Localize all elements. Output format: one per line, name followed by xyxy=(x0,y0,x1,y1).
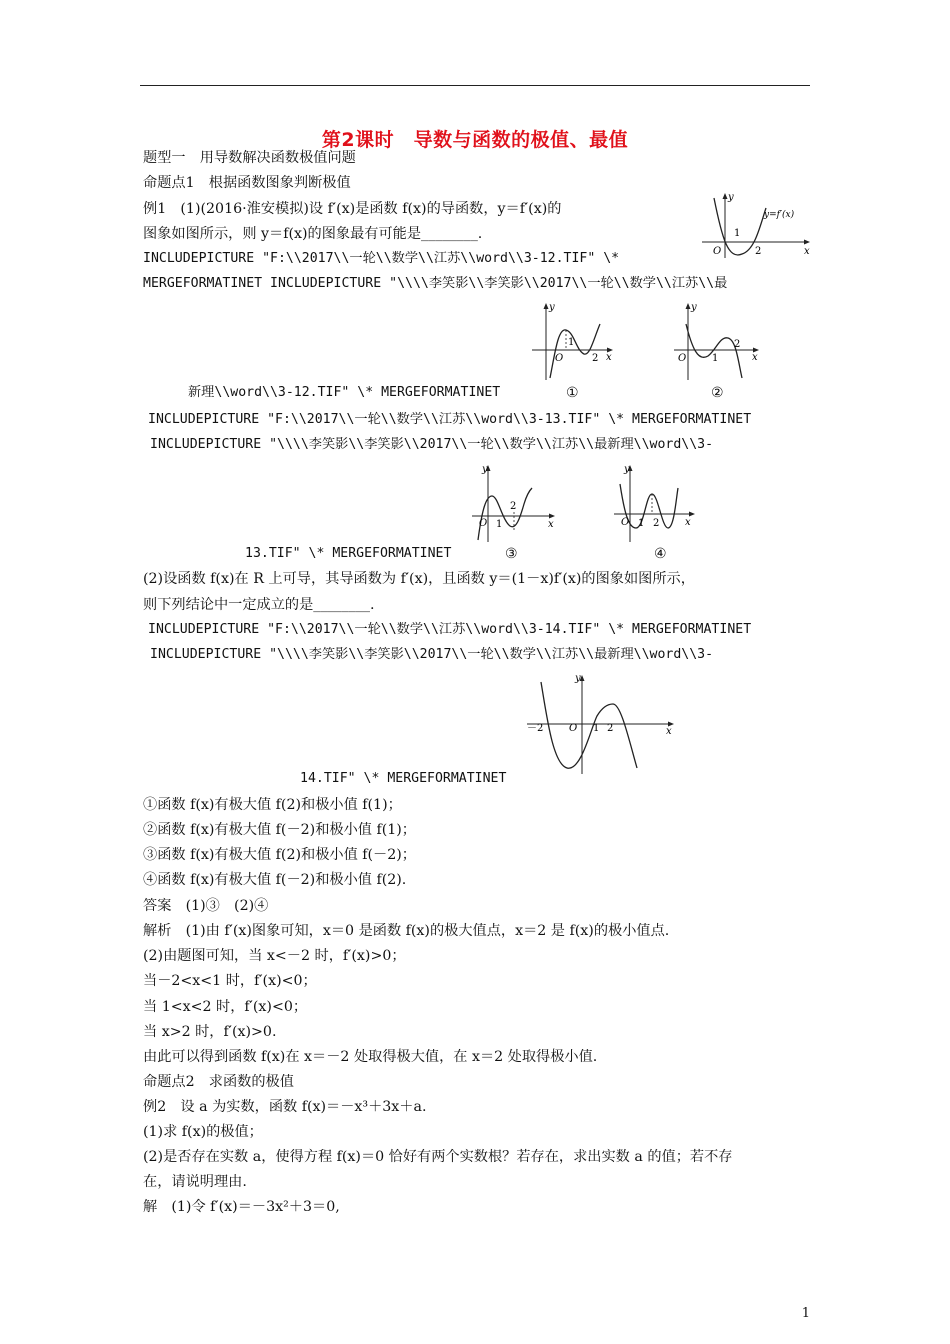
example-1-line-2: 图象如图所示，则 y＝f(x)的图象最有可能是________. xyxy=(143,226,483,242)
choice-1: ①函数 f(x)有极大值 f(2)和极小值 f(1)； xyxy=(143,797,402,813)
origin-label: O xyxy=(713,246,722,257)
tick-label: 1 xyxy=(593,723,600,734)
page-number: 1 xyxy=(801,1306,810,1321)
option-2-graph xyxy=(672,298,767,383)
tick-label: 2 xyxy=(592,353,599,364)
x-axis-label: x xyxy=(752,352,758,363)
subsection-heading: 命题点2 求函数的极值 xyxy=(143,1074,294,1090)
example-1-part-2-line-1: (2)设函数 f(x)在 R 上可导，其导函数为 f′(x)，且函数 y＝(1－x)f′(x)的图象如图所示， xyxy=(143,571,695,587)
solution-line: 解 (1)令 f′(x)＝－3x²＋3＝0, xyxy=(143,1199,340,1215)
page-title: 第2课时 导数与函数的极值、最值 xyxy=(321,129,629,151)
y-axis-label: y xyxy=(482,464,488,475)
y-axis-label: y xyxy=(575,673,581,684)
x-axis-label: x xyxy=(666,726,672,737)
example-2-line: 在，请说明理由. xyxy=(143,1174,247,1190)
analysis-line: 解析 (1)由 f′(x)图象可知，x＝0 是函数 f(x)的极大值点，x＝2 是 f(x)的极小值点. xyxy=(143,923,670,939)
option-1-graph xyxy=(530,298,620,383)
option-3-caption: ③ xyxy=(505,546,518,562)
tick-label: 2 xyxy=(607,723,614,734)
origin-label: O xyxy=(479,518,488,529)
analysis-line: 当 x>2 时，f′(x)>0. xyxy=(143,1024,277,1040)
field-code-line: INCLUDEPICTURE "F:\\2017\\一轮\\数学\\江苏\\word\\3-12.TIF" \* xyxy=(143,251,620,266)
choice-4: ④函数 f(x)有极大值 f(－2)和极小值 f(2). xyxy=(143,872,407,888)
example-2-line: (2)是否存在实数 a，使得方程 f(x)＝0 恰好有两个实数根？若存在，求出实数 a 的值；若不存 xyxy=(143,1149,733,1165)
option-3-graph xyxy=(470,460,562,545)
tick-label: 2 xyxy=(734,339,741,350)
y-axis-label: y xyxy=(728,192,734,203)
answer-line: 答案 (1)③ (2)④ xyxy=(143,898,269,914)
field-code-line: MERGEFORMATINET INCLUDEPICTURE "\\\\李笑影\\李笑影\\2017\\一轮\\数学\\江苏\\最 xyxy=(143,276,728,291)
option-4-graph xyxy=(612,460,704,545)
analysis-line: 当 1<x<2 时，f′(x)<0； xyxy=(143,999,308,1015)
option-4-caption: ④ xyxy=(654,546,667,562)
x-axis-label: x xyxy=(606,352,612,363)
tick-label: 1 xyxy=(734,228,741,239)
choice-3: ③函数 f(x)有极大值 f(2)和极小值 f(－2)； xyxy=(143,847,416,863)
origin-label: O xyxy=(678,353,687,364)
tick-label: 2 xyxy=(755,246,762,257)
section-heading: 题型一 用导数解决函数极值问题 xyxy=(143,150,356,166)
x-axis-label: x xyxy=(804,246,810,257)
tick-label: 1 xyxy=(712,353,719,364)
y-axis-label: y xyxy=(624,464,630,475)
analysis-line: (2)由题图可知，当 x<－2 时，f′(x)>0； xyxy=(143,948,406,964)
field-code-line: INCLUDEPICTURE "F:\\2017\\一轮\\数学\\江苏\\word\\3-14.TIF" \* MERGEFORMATINET xyxy=(148,622,752,637)
origin-label: O xyxy=(621,517,630,528)
example-2-line: (1)求 f(x)的极值； xyxy=(143,1124,263,1140)
tick-label: 1 xyxy=(638,518,645,529)
origin-label: O xyxy=(569,723,578,734)
y-axis-label: y xyxy=(691,302,697,313)
field-code-line: INCLUDEPICTURE "\\\\李笑影\\李笑影\\2017\\一轮\\数学\\江苏\\最新理\\word\\3- xyxy=(150,647,714,662)
field-code-line: 14.TIF" \* MERGEFORMATINET xyxy=(300,771,507,786)
tick-label: －2 xyxy=(527,723,544,734)
option-1-caption: ① xyxy=(566,385,579,401)
x-axis-label: x xyxy=(685,517,691,528)
curve-label: y=f′(x) xyxy=(764,210,795,220)
derivative-graph-figure xyxy=(700,188,815,260)
subsection-heading: 命题点1 根据函数图象判断极值 xyxy=(143,175,351,191)
tick-label: 1 xyxy=(496,519,503,530)
x-axis-label: x xyxy=(548,519,554,530)
field-code-line: INCLUDEPICTURE "\\\\李笑影\\李笑影\\2017\\一轮\\数学\\江苏\\最新理\\word\\3- xyxy=(150,437,714,452)
analysis-line: 当－2<x<1 时，f′(x)<0； xyxy=(143,973,317,989)
origin-label: O xyxy=(555,353,564,364)
field-code-line: 13.TIF" \* MERGEFORMATINET xyxy=(245,546,452,561)
option-2-caption: ② xyxy=(711,385,724,401)
example-1-part-2-line-2: 则下列结论中一定成立的是________. xyxy=(143,597,375,613)
example-2-line: 例2 设 a 为实数，函数 f(x)＝－x³＋3x＋a. xyxy=(143,1099,427,1115)
header-rule xyxy=(140,85,810,86)
y-axis-label: y xyxy=(549,302,555,313)
field-code-line: 新理\\word\\3-12.TIF" \* MERGEFORMATINET xyxy=(188,385,501,400)
tick-label: 1 xyxy=(568,337,575,348)
analysis-line: 由此可以得到函数 f(x)在 x＝－2 处取得极大值，在 x＝2 处取得极小值. xyxy=(143,1049,598,1065)
field-code-line: INCLUDEPICTURE "F:\\2017\\一轮\\数学\\江苏\\word\\3-13.TIF" \* MERGEFORMATINET xyxy=(148,412,752,427)
example-1-line-1: 例1 (1)(2016·淮安模拟)设 f′(x)是函数 f(x)的导函数，y＝f′(x)的 xyxy=(143,201,562,217)
product-function-graph xyxy=(525,668,680,776)
tick-label: 2 xyxy=(653,518,660,529)
choice-2: ②函数 f(x)有极大值 f(－2)和极小值 f(1)； xyxy=(143,822,416,838)
tick-label: 2 xyxy=(510,501,517,512)
